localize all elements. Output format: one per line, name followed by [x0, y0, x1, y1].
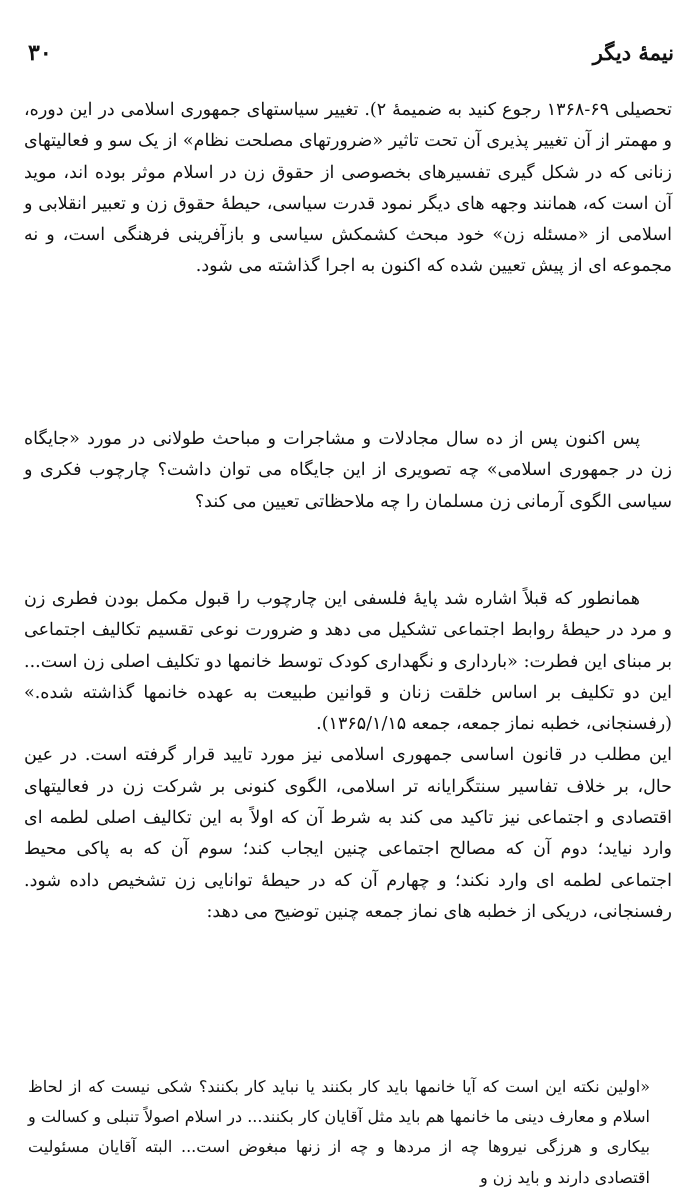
paragraph-1: تحصیلی ۶۹-۱۳۶۸ رجوع کنید به ضمیمهٔ ۲). تغییر سیاستهای جمهوری اسلامی در این دوره، و مهمتر از آن تغییر پذیری آن تحت تاثیر «ضرورتهای مصلحت نظام» از یک سو و فعالیتهای زنانی که در شکل گیری تفسیرهای بخصوصی از حقوق زن در اسلام موثر بوده اند، موید آن است که، همانند وجهه های دیگر نمود قدرت سیاسی، حیطهٔ حقوق زن و تعبیر انقلابی و اسلامی از «مسئله زن» خود مبحث کشمکش سیاسی و بازآفرینی فرهنگی است، و نه مجموعه ای از پیش تعیین شده که اکنون به اجرا گذاشته می شود.: [23, 100, 672, 277]
paragraph-4: این مطلب در قانون اساسی جمهوری اسلامی نیز مورد تایید قرار گرفته است. در عین حال، بر خلاف تفاسیر سنتگرایانه تر اسلامی، الگوی کنونی بر شرکت زن در فعالیتهای اقتصادی و اجتماعی نیز تاکید می کند به شرط آن که اولاً به این تکالیف اصلی لطمه ای وارد نیاید؛ دوم آن که مصالح اجتماعی چنین ایجاب کند؛ سوم آن که به پاکی محیط اجتماعی لطمه ای وارد نکند؛ و چهارم آن که در حیطهٔ توانایی زن تشخیص داده شود. رفسنجانی، دریکی از خطبه های نماز جمعه چنین توضیح می دهد:: [24, 745, 672, 922]
text-block-3: [24, 584, 672, 928]
text-block-1: [24, 95, 672, 283]
quote-text: «اولین نکته این است که آیا خانمها باید کار بکنند یا نباید کار بکنند؟ شکی نیست که از لحاظ اسلام و معارف دینی ما خانمها هم باید مثل آقایان کار بکنند... در اسلام اصولاً تنبلی و کسالت و بیکاری و هرزگی نیروها چه از مردها و چه از زنها مبغوض است... البته آقایان مسئولیت اقتصادی دارند و باید زن و: [28, 1077, 651, 1187]
paragraph-3: همانطور که قبلاً اشاره شد پایهٔ فلسفی این چارچوب را قبول مکمل بودن فطری زن و مرد در حیطهٔ روابط اجتماعی تشکیل می دهد و ضرورت نوعی تقسیم تکالیف اجتماعی بر مبنای این فطرت: «بارداری و نگهداری کودک توسط خانمها دو تکلیف اصلی زن است... این دو تکلیف بر اساس خلقت زنان و قوانین طبیعت به عهده خانمها گذاشته شده.» (رفسنجانی، خطبه نماز جمعه، جمعه ۱۳۶۵/۱/۱۵).: [24, 589, 672, 735]
page-number: ۳۰: [28, 40, 52, 66]
text-block-2: [24, 424, 672, 518]
paragraph-2: پس اکنون پس از ده سال مجادلات و مشاجرات و مباحث طولانی در مورد «جایگاه زن در جمهوری اسلامی» چه تصویری از این جایگاه می توان داشت؟ چارچوب فکری و سیاسی الگوی آرمانی زن مسلمان را چه ملاحظاتی تعیین می کند؟: [24, 429, 672, 512]
page-header: [28, 40, 674, 76]
running-title: نیمهٔ دیگر: [592, 40, 674, 65]
block-quote: [28, 1072, 650, 1193]
